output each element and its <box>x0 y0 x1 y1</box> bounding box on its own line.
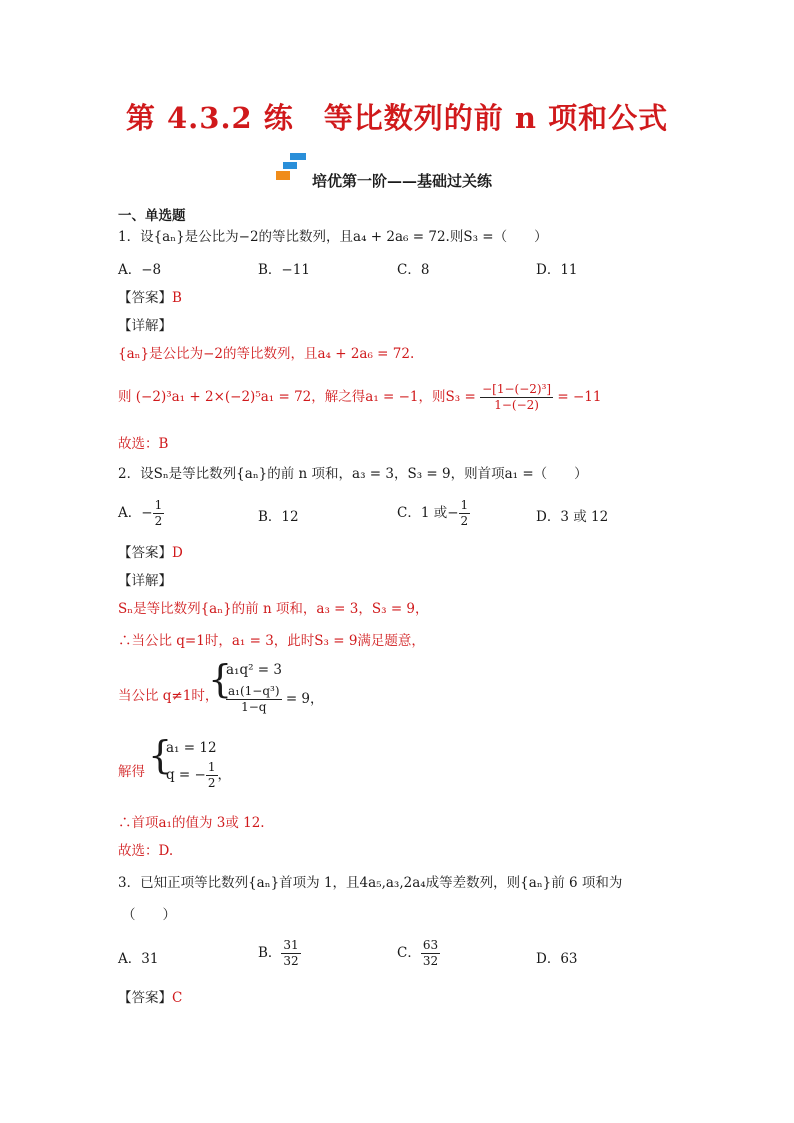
q1-option-b: B．−11 <box>258 262 310 278</box>
answer-value: C <box>172 990 183 1006</box>
q1-detail-line-1: {aₙ}是公比为−2的等比数列，且a₄ + 2a₆ = 72. <box>118 346 415 362</box>
answer-label: 【答案】 <box>118 990 172 1006</box>
q2-option-c-prefix: C．1 或− <box>397 505 459 521</box>
frac-num: 1 <box>460 498 469 512</box>
q2-solution-frac <box>206 760 218 791</box>
q2-option-d: D．3 或 12 <box>536 509 609 525</box>
q3-option-b <box>258 938 301 969</box>
q2-detail-line-2: ∴当公比 q=1时，a₁ = 3，此时S₃ = 9满足题意， <box>118 633 425 649</box>
frac-den: 2 <box>207 776 216 790</box>
page-title: 第 4.3.2 练 等比数列的前 n 项和公式 <box>125 101 669 135</box>
q2-option-b: B．12 <box>258 509 299 525</box>
q2-solution-tail: ， <box>217 767 231 783</box>
q1-option-a: A．−8 <box>118 262 162 278</box>
q3-option-b-prefix: B． <box>258 945 282 961</box>
q2-option-c-frac <box>459 498 471 529</box>
q3-option-a: A．31 <box>118 951 159 967</box>
frac-den: 2 <box>460 514 469 528</box>
q1-detail-text: 则 (−2)³a₁ + 2×(−2)⁵a₁ = 72，解之得a₁ = −1，则S₃ = <box>118 389 476 405</box>
q1-stem: 1．设{aₙ}是公比为−2的等比数列，且a₄ + 2a₆ = 72.则S₃ =（ ） <box>118 229 548 245</box>
q2-solution-eq-1: a₁ = 12 <box>166 740 217 756</box>
q2-solution-eq-2 <box>166 760 231 791</box>
q2-detail-line-4: 解得 <box>118 764 145 780</box>
q2-stem: 2．设Sₙ是等比数列{aₙ}的前 n 项和，a₃ = 3，S₃ = 9，则首项a₁ =（ ） <box>118 466 588 482</box>
q2-system-tail: = 9， <box>285 691 324 707</box>
q1-frac-numerator: −[1−(−2)³] <box>482 382 552 396</box>
q1-detail-label: 【详解】 <box>118 318 172 334</box>
q2-detail-line-3: 当公比 q≠1时， <box>118 688 219 704</box>
q2-option-a-frac <box>153 498 165 529</box>
answer-value: B <box>172 290 182 306</box>
q2-solution-prefix: q = − <box>166 767 206 783</box>
q1-option-d: D．11 <box>536 262 578 278</box>
frac-den: 32 <box>422 954 439 968</box>
left-brace-icon: { <box>148 733 173 777</box>
frac-num: 63 <box>422 938 439 952</box>
q1-frac-denominator: 1−(−2) <box>494 398 539 412</box>
left-brace-icon: { <box>208 657 233 701</box>
frac-den: 32 <box>283 954 299 968</box>
q1-answer <box>118 286 182 306</box>
q3-answer <box>118 986 182 1006</box>
q3-stem-paren: （ ） <box>122 907 176 923</box>
q2-option-a <box>118 498 164 529</box>
q2-option-a-prefix: A．− <box>118 505 153 521</box>
frac-den: 2 <box>154 514 163 528</box>
q2-option-c <box>397 498 470 529</box>
q2-system-eq-2 <box>226 684 324 715</box>
answer-label: 【答案】 <box>118 290 172 306</box>
frac-num: 31 <box>283 938 299 952</box>
q1-option-c: C．8 <box>397 262 430 278</box>
q2-detail-line-5: ∴首项a₁的值为 3或 12. <box>118 815 265 831</box>
frac-num: 1 <box>154 498 163 512</box>
frac-den: 1−q <box>241 700 267 714</box>
q3-option-b-frac <box>281 938 300 969</box>
q3-stem: 3．已知正项等比数列{aₙ}首项为 1，且4a₅,a₃,2a₄成等差数列，则{aₙ}前 6 项和为 <box>118 875 623 891</box>
q1-fraction <box>480 382 553 413</box>
q1-result: = −11 <box>557 389 602 405</box>
q2-detail-line-1: Sₙ是等比数列{aₙ}的前 n 项和，a₃ = 3，S₃ = 9， <box>118 601 429 617</box>
q2-answer <box>118 541 183 561</box>
answer-label: 【答案】 <box>118 545 172 561</box>
q2-system-eq-1: a₁q² = 3 <box>226 662 282 678</box>
q3-option-c-prefix: C． <box>397 945 421 961</box>
frac-num: a₁(1−q³) <box>228 684 280 698</box>
q3-option-c <box>397 938 440 969</box>
q2-system-frac <box>226 684 282 715</box>
section-heading: 一、单选题 <box>118 208 186 224</box>
subtitle: 培优第一阶——基础过关练 <box>312 172 493 190</box>
q3-option-c-frac <box>421 938 440 969</box>
q1-choose: 故选：B <box>118 436 169 452</box>
frac-num: 1 <box>207 760 216 774</box>
answer-value: D <box>172 545 183 561</box>
q3-option-d: D．63 <box>536 951 578 967</box>
q2-choose: 故选：D. <box>118 843 174 859</box>
q1-detail-line-2 <box>118 382 601 413</box>
q2-detail-label: 【详解】 <box>118 573 172 589</box>
stairs-logo-icon <box>274 152 308 182</box>
